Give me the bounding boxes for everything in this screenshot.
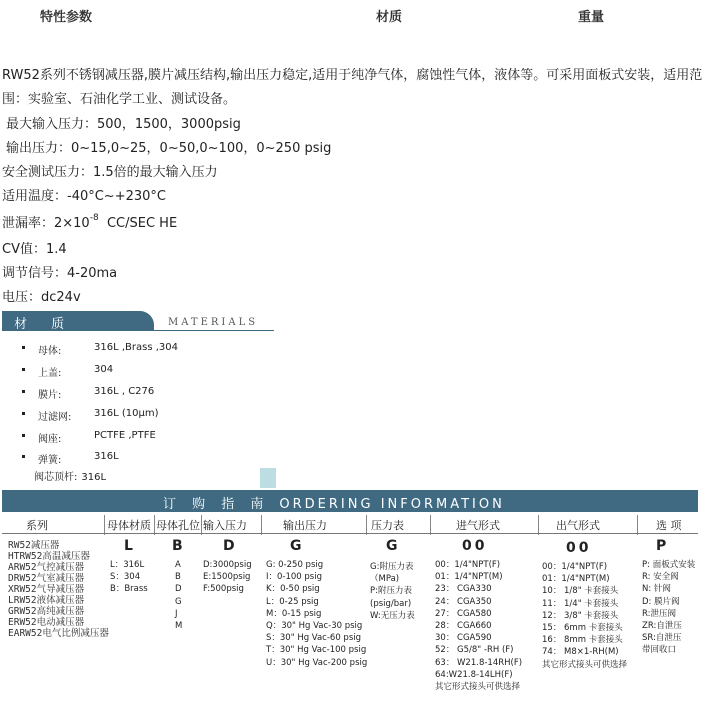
col-inlet: 进气形式 (456, 519, 500, 532)
port-code: B (172, 538, 183, 554)
col-series: 系列 (26, 519, 48, 532)
col-outlet: 出气形式 (556, 519, 600, 532)
inlet-code: 00 (462, 538, 488, 554)
bullet-icon (22, 346, 25, 349)
port-options: A B D G J M (175, 560, 183, 631)
materials-tab (2, 311, 154, 331)
spec-safety: 安全测试压力：1.5倍的最大输入压力 (2, 165, 218, 180)
spec-signal: 调节信号：4-20ma (2, 266, 118, 281)
materials-title-en: MATERIALS (168, 317, 259, 328)
bullet-icon (22, 434, 25, 437)
outlet-code: 00 (566, 540, 592, 556)
leak-prefix: 泄漏率：2×10 (2, 216, 90, 231)
bullet-icon (22, 368, 25, 371)
body-options: L：316L S：304 B：Brass (110, 560, 148, 595)
col-divider (538, 515, 539, 535)
decor-block (260, 468, 276, 488)
gauge-code: G (386, 538, 398, 554)
col-body: 母体材质 (107, 519, 151, 532)
outlet-options: 00：1/4"NPT(F) 01：1/4"NPT(M) 10： 1/8" 卡套接头 11： 1/4" 卡套接头 12： 3/8" 卡套接头 15： 6mm 卡套接头 16： 8mm 卡套接头 74： M8×1-RH(M) 其它形式接头可供选择 (542, 562, 628, 670)
bullet-icon (22, 412, 25, 415)
tab-characteristics[interactable]: 特性参数 (40, 10, 93, 25)
option-list: P: 面板式安装 R: 安全阀 N: 针阀 D: 膜片阀 R:泄压阀 ZR:自泄压 SR:自泄压 带回收口 (642, 560, 696, 656)
spec-voltage: 电压：dc24v (2, 290, 81, 305)
tab-material[interactable]: 材质 (376, 10, 403, 25)
output-code: G (290, 538, 302, 554)
ordering-title: 订 购 指 南 ORDERING INFORMATION (163, 497, 505, 512)
header-rule (2, 533, 698, 534)
col-divider (154, 515, 155, 535)
series-list: RW52减压器 HTRW52高温减压器 ARW52气控减压器 DRW52气室减压器 XRW52气导减压器 LRW52液体减压器 GRW52高纯减压器 ERW52电动减压器 EARW52电气比例减压器 (8, 540, 109, 639)
bullet-icon (22, 455, 25, 458)
materials-rule (152, 330, 274, 331)
inlet-options: 00：1/4"NPT(F) 01：1/4"NPT(M) 23： CGA330 24： CGA350 27： CGA580 28： CGA660 30： CGA590 52： G5/8" -RH (F) 63： W21.8-14RH(F) 64:W21.8-14LH(F) 其它形式接头可供选择 (435, 560, 523, 692)
material-row-last: 阀芯顶杆: 316L (34, 472, 107, 483)
tab-weight[interactable]: 重量 (578, 10, 605, 25)
input-code: D (223, 538, 235, 554)
input-options: D:3000psig E:1500psig F:500psig (203, 560, 252, 595)
option-code: P (656, 538, 667, 554)
intro-paragraph: RW52系列不锈钢减压器,膜片减压结构,输出压力稳定,适用于纯净气体，腐蚀性气体，液体等。可采用面板式安装，适用范围：实验室、石油化学工业、测试设备。 (2, 68, 703, 107)
col-output: 输出压力 (283, 519, 327, 532)
col-options: 选 项 (656, 519, 682, 532)
col-divider (637, 515, 638, 535)
tab-bar (0, 6, 725, 26)
spec-leak-rate (2, 212, 177, 231)
gauge-options: G:附压力表 （MPa) P:附压力表 (psig/bar) W:无压力表 (370, 562, 415, 621)
col-divider (201, 515, 202, 535)
leak-suffix: CC/SEC HE (98, 216, 178, 231)
body-code: L (124, 538, 133, 554)
spec-output: 输出压力：0~15,0~25，0~50,0~100，0~250 psig (6, 141, 332, 156)
output-options: G: 0-250 psig I：0-100 psig K：0-50 psig L：0-25 psig M：0-15 psig Q：30" Hg Vac-30 psig S：30" Hg Vac-60 psig T：30" Hg Vac-100 psig U：30" Hg Vac-200 psig (266, 560, 368, 668)
leak-exponent: -8 (89, 212, 99, 223)
bullet-icon (22, 390, 25, 393)
materials-title: 材 质 (14, 317, 75, 332)
col-divider (430, 515, 431, 535)
col-gauge: 压力表 (371, 519, 404, 532)
materials-header (2, 311, 272, 331)
col-input: 输入压力 (203, 519, 247, 532)
col-divider (104, 515, 105, 535)
col-port: 母体孔位 (156, 519, 200, 532)
spec-cv: CV值：1.4 (2, 242, 67, 257)
spec-max-input: 最大输入压力：500，1500，3000psig (6, 117, 241, 132)
spec-temperature: 适用温度：-40°C~+230°C (2, 189, 166, 204)
col-divider (366, 515, 367, 535)
col-divider (261, 515, 262, 535)
